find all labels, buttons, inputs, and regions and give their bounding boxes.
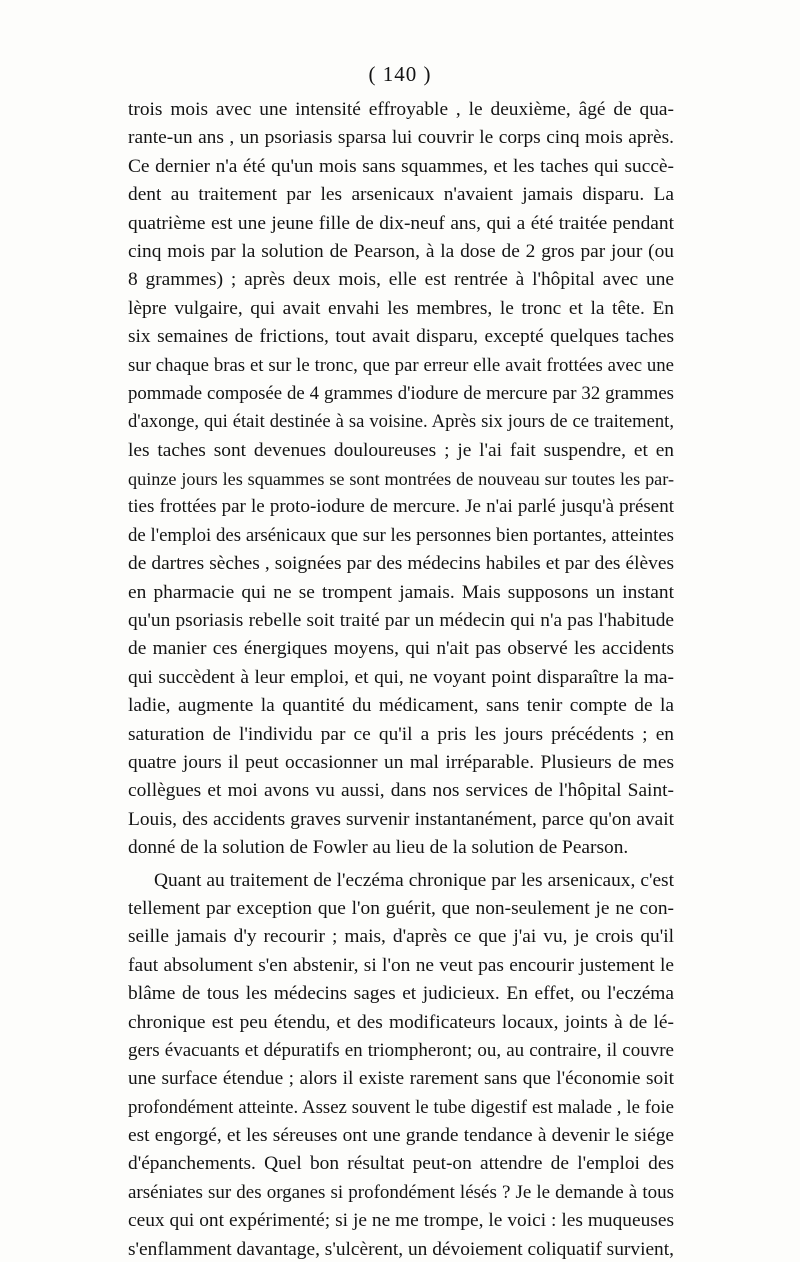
text-line: qui succèdent à leur emploi, et qui, ne voyant point disparaître la ma- — [128, 666, 674, 688]
text-line: de dartres sèches , soignées par des médecins habiles et par des élèves — [128, 553, 674, 575]
text-line: d'axonge, qui était destinée à sa voisine. Après six jours de ce traitement, — [128, 411, 674, 433]
text-line: de manier ces énergiques moyens, qui n'ait pas observé les accidents — [128, 638, 674, 660]
text-line: tellement par exception que l'on guérit, que non-seulement je ne con- — [128, 897, 674, 919]
text-line: en pharmacie qui ne se trompent jamais. Mais supposons un instant — [128, 581, 674, 603]
text-line: Louis, des accidents graves survenir instantanément, parce qu'on avait — [128, 808, 674, 830]
body-text — [128, 96, 674, 1264]
text-line: quatre jours il peut occasionner un mal irréparable. Plusieurs de mes — [128, 751, 674, 773]
text-line: seille jamais d'y recourir ; mais, d'après ce que j'ai vu, je crois qu'il — [128, 926, 674, 948]
text-line: une surface étendue ; alors il existe rarement sans que l'économie soit — [128, 1068, 674, 1090]
text-line: Ce dernier n'a été qu'un mois sans squammes, et les taches qui succè- — [128, 155, 674, 177]
text-line: gers évacuants et dépuratifs en triompheront; ou, au contraire, il couvre — [128, 1039, 674, 1061]
text-line: collègues et moi avons vu aussi, dans nos services de l'hôpital Saint- — [128, 780, 674, 802]
text-line: quinze jours les squammes se sont montrées de nouveau sur toutes les par- — [128, 469, 674, 490]
text-line: ladie, augmente la quantité du médicament, sans tenir compte de la — [128, 695, 674, 717]
text-line: quatrième est une jeune fille de dix-neuf ans, qui a été traitée pendant — [128, 212, 674, 234]
text-line: d'épanchements. Quel bon résultat peut-on attendre de l'emploi des — [128, 1153, 674, 1175]
text-line: six semaines de frictions, tout avait disparu, excepté quelques taches — [128, 326, 674, 348]
paragraph — [128, 96, 674, 863]
text-line: rante-un ans , un psoriasis sparsa lui couvrir le corps cinq mois après. — [128, 127, 674, 149]
text-line: arséniates sur des organes si profondément lésés ? Je le demande à tous — [128, 1181, 674, 1203]
text-line: blâme de tous les médecins sages et judicieux. En effet, ou l'eczéma — [128, 983, 674, 1005]
text-line: lèpre vulgaire, qui avait envahi les membres, le tronc et la tête. En — [128, 297, 674, 319]
text-line: est engorgé, et les séreuses ont une grande tendance à devenir le siége — [128, 1125, 674, 1147]
text-line: profondément atteinte. Assez souvent le tube digestif est malade , le foie — [128, 1096, 674, 1118]
text-line: ceux qui ont expérimenté; si je ne me trompe, le voici : les muqueuses — [128, 1210, 674, 1232]
text-line: de l'emploi des arsénicaux que sur les personnes bien portantes, atteintes — [128, 524, 674, 546]
text-line: chronique est peu étendu, et des modificateurs locaux, joints à de lé- — [128, 1011, 674, 1033]
text-line: sur chaque bras et sur le tronc, que par erreur elle avait frottées avec une — [128, 354, 674, 376]
text-line: cinq mois par la solution de Pearson, à la dose de 2 gros par jour (ou — [128, 240, 674, 262]
paragraph — [128, 867, 674, 1264]
text-line: Quant au traitement de l'eczéma chronique par les arsenicaux, c'est — [154, 869, 674, 891]
text-line: donné de la solution de Fowler au lieu de la solution de Pearson. — [128, 837, 629, 859]
text-line: trois mois avec une intensité effroyable , le deuxième, âgé de qua- — [128, 99, 674, 120]
text-line: saturation de l'individu par ce qu'il a pris les jours précédents ; en — [128, 723, 674, 745]
text-line: dent au traitement par les arsenicaux n'avaient jamais disparu. La — [128, 184, 674, 206]
text-line: 8 grammes) ; après deux mois, elle est rentrée à l'hôpital avec une — [128, 269, 674, 291]
page-number: ( 140 ) — [368, 62, 432, 86]
text-line: faut absolument s'en abstenir, si l'on ne veut pas encourir justement le — [128, 954, 674, 976]
text-line: les taches sont devenues douloureuses ; je l'ai fait suspendre, et en — [128, 439, 674, 461]
text-line: s'enflamment davantage, s'ulcèrent, un dévoiement coliquatif survient, — [128, 1238, 674, 1260]
text-line: qu'un psoriasis rebelle soit traité par un médecin qui n'a pas l'habitude — [128, 610, 674, 632]
text-line: ties frottées par le proto-iodure de mercure. Je n'ai parlé jusqu'à présent — [128, 496, 674, 518]
text-line: pommade composée de 4 grammes d'iodure de mercure par 32 grammes — [128, 382, 674, 404]
